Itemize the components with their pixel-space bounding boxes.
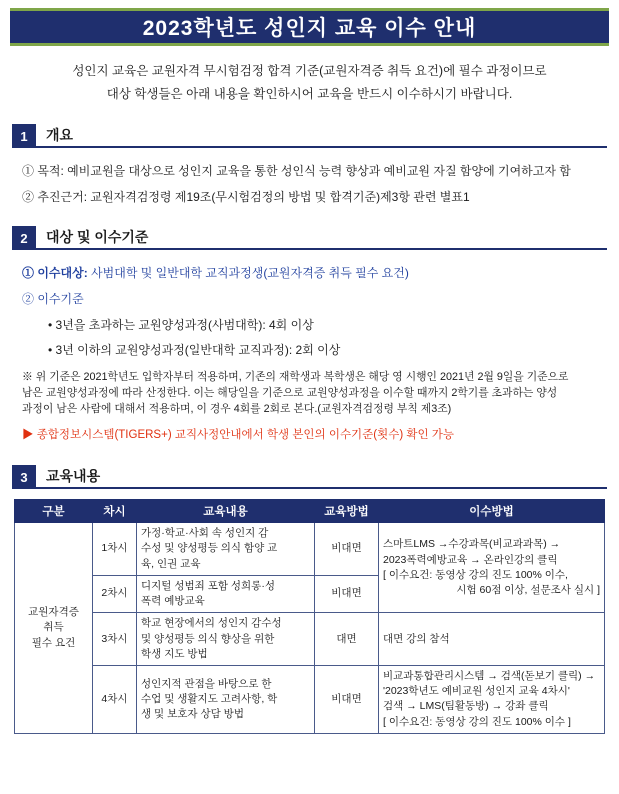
section-title: 개요: [46, 127, 74, 144]
cell-method-2: 비대면: [315, 575, 379, 612]
intro-paragraph: [0, 60, 619, 106]
table-row: [15, 523, 605, 576]
howto-line: 시험 60점 이상, 설문조사 실시 ]: [456, 583, 600, 596]
cell-content-1: [137, 523, 315, 576]
overview-purpose: ① 목적: 예비교원을 대상으로 성인지 교육을 통한 성인식 능력 향상과 예비교원 자질 함양에 기여하고자 함: [22, 164, 571, 179]
howto-line: '2023학년도 예비교원 성인지 교육 4차시': [383, 685, 570, 698]
criteria-bullet-2: • 3년 이하의 교원양성과정(일반대학 교직과정): 2회 이상: [48, 343, 341, 358]
section-number: 1: [12, 124, 36, 148]
cell-content-2: [137, 575, 315, 612]
cell-gubun: [15, 523, 93, 734]
criteria-note-1: ※ 위 기준은 2021학년도 입학자부터 적용하며, 기존의 재학생과 복학생은 해당 영 시행인 2021년 2월 9일을 기준으로: [22, 370, 569, 383]
section-header-overview: [12, 124, 607, 148]
cell-content-4: [137, 665, 315, 733]
overview-basis: ② 추진근거: 교원자격검정령 제19조(무시험검정의 방법 및 합격기준)제3항 관련 별표1: [22, 189, 470, 204]
content-line: 폭력 예방교육: [141, 595, 205, 608]
col-header-content: 교육내용: [137, 500, 315, 523]
col-header-method: 교육방법: [315, 500, 379, 523]
content-line: 및 양성평등 의식 향상을 위한: [141, 632, 275, 645]
col-header-cha: 차시: [93, 500, 137, 523]
intro-line-1: 성인지 교육은 교원자격 무시험검정 합격 기준(교원자격증 취득 요건)에 필수 과정이므로: [72, 64, 547, 78]
section-number: 3: [12, 465, 36, 489]
howto-line: [ 이수요건: 동영상 강의 진도 100% 이수 ]: [383, 715, 571, 728]
cell-method-3: 대면: [315, 613, 379, 666]
content-line: 육, 인권 교육: [141, 557, 201, 570]
cell-howto-3: 대면 강의 참석: [379, 613, 605, 666]
content-line: 성인지적 관점을 바탕으로 한: [141, 677, 272, 690]
section-title: 교육내용: [46, 468, 101, 485]
gubun-line-3: 필수 요건: [31, 636, 76, 649]
content-line: 학교 현장에서의 성인지 감수성: [141, 617, 282, 630]
section-title: 대상 및 이수기준: [46, 229, 149, 246]
content-line: 학생 지도 방법: [141, 647, 208, 660]
howto-line: 스마트LMS →수강과목(비교과과목) →: [383, 538, 561, 551]
section-number: 2: [12, 226, 36, 250]
cell-cha-2: 2차시: [93, 575, 137, 612]
target-item-2: ② 이수기준: [22, 292, 84, 307]
table-header-row: [15, 500, 605, 523]
howto-line: 비교과통합관리시스템 → 검색(돋보기 클릭) →: [383, 669, 596, 682]
document-page: [0, 8, 619, 794]
table-row: [15, 665, 605, 733]
col-header-howto: 이수방법: [379, 500, 605, 523]
tigers-notice: ▶ 종합정보시스템(TIGERS+) 교직사정안내에서 학생 본인의 이수기준(횟수) 확인 가능: [22, 429, 454, 442]
document-title-banner: [10, 8, 609, 46]
section-1-body: [22, 162, 597, 206]
cell-cha-1: 1차시: [93, 523, 137, 576]
target-item-1-text: 사범대학 및 일반대학 교직과정생(교원자격증 취득 필수 요건): [91, 266, 409, 281]
cell-method-4: 비대면: [315, 665, 379, 733]
table-row: [15, 613, 605, 666]
section-header-target: [12, 226, 607, 250]
target-item-1: [22, 264, 597, 283]
howto-line: 2023폭력예방교육 → 온라인강의 클릭: [383, 553, 558, 566]
target-item-1-label: ① 이수대상:: [22, 266, 88, 281]
howto-line: 검색 → LMS(팀활동방) → 강좌 클릭: [383, 700, 549, 713]
howto-line: [ 이수요건: 동영상 강의 진도 100% 이수,: [383, 568, 568, 581]
cell-method-1: 비대면: [315, 523, 379, 576]
criteria-bullet-1: • 3년을 초과하는 교원양성과정(사범대학): 4회 이상: [48, 317, 314, 332]
criteria-note-3: 과정이 남은 사람에 대해서 적용하며, 이 경우 4회를 2회로 본다.(교원자격검정령 부칙 제3조): [22, 403, 452, 416]
section-header-content: [12, 465, 607, 489]
content-line: 생 및 보호자 상담 방법: [141, 707, 244, 720]
content-line: 디지털 성범죄 포함 성희롱·성: [141, 579, 275, 592]
page-title: 2023학년도 성인지 교육 이수 안내: [142, 17, 477, 40]
cell-cha-3: 3차시: [93, 613, 137, 666]
content-line: 가정·학교·사회 속 성인지 감: [141, 527, 269, 540]
cell-cha-4: 4차시: [93, 665, 137, 733]
section-2-body: [22, 264, 597, 445]
intro-line-2: 대상 학생들은 아래 내용을 확인하시어 교육을 반드시 이수하시기 바랍니다.: [106, 87, 513, 102]
cell-content-3: [137, 613, 315, 666]
gubun-line-2: 취득: [43, 621, 64, 634]
gubun-line-1: 교원자격증: [28, 606, 79, 619]
col-header-gubun: 구분: [15, 500, 93, 523]
content-line: 수업 및 생활지도 고려사항, 학: [141, 692, 278, 705]
education-content-table: [14, 499, 605, 734]
criteria-note-2: 남은 교원양성과정에 따라 산정한다. 이는 해당일을 기준으로 교원양성과정을 이수할 때까지 2학기를 초과하는 양성: [22, 387, 558, 399]
content-line: 수성 및 양성평등 의식 함양 교: [141, 542, 278, 555]
cell-howto-4: [379, 665, 605, 733]
cell-howto-12: [379, 523, 605, 613]
